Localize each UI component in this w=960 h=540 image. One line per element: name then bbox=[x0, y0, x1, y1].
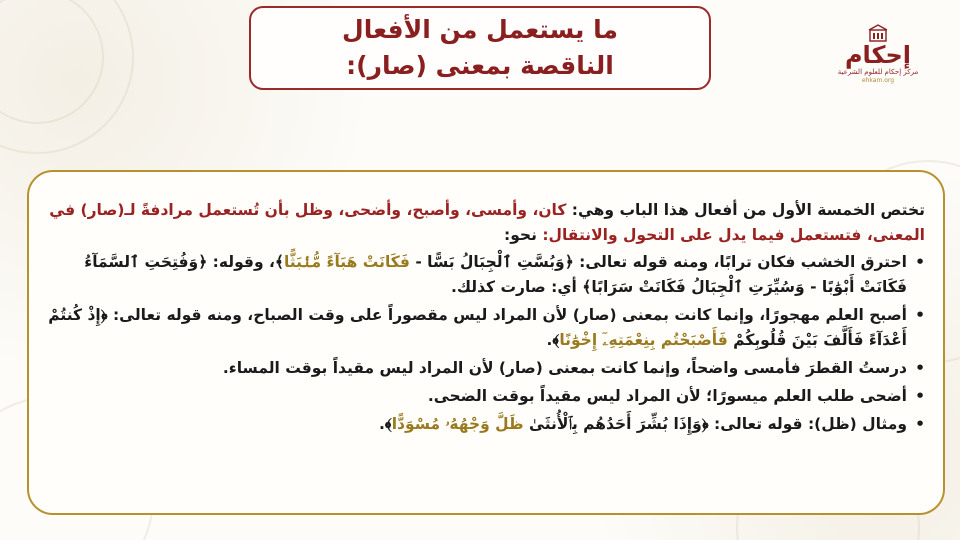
intro-end: نحو: bbox=[504, 226, 543, 244]
brand-logo bbox=[836, 24, 920, 94]
logo-subline: ehkam.org bbox=[861, 77, 895, 84]
examples-list bbox=[47, 250, 925, 437]
intro-text: تختص الخمسة الأول من أفعال هذا الباب وهي: bbox=[566, 201, 925, 219]
list-item bbox=[47, 356, 907, 381]
slide-title-line-2: الناقصة بمعنى (صار): bbox=[346, 51, 614, 80]
list-item bbox=[47, 303, 907, 353]
quran-highlight: فَأَصْبَحْتُم بِنِعْمَتِهِۦٓ إِخْوَٰنًا bbox=[559, 331, 728, 349]
intro-highlight: كان، وأمسى، وأصبح، وأضحى، وظل بأن تُستعمل مرادفةً لـ(صار) في المعنى، فتستعمل فيما يدل على التحول والانتقال: bbox=[49, 201, 925, 244]
list-item bbox=[47, 412, 907, 437]
slide-title-box bbox=[249, 6, 711, 90]
list-item-text: أضحى طلب العلم ميسورًا؛ لأن المراد ليس مقيداً بوقت الضحى. bbox=[427, 387, 907, 405]
intro-paragraph bbox=[47, 198, 925, 248]
building-icon bbox=[867, 24, 889, 42]
list-item-text: ﴾. bbox=[378, 415, 392, 433]
slide-title-line-1: ما يستعمل من الأفعال bbox=[342, 15, 618, 44]
list-item-text: احترق الخشب فكان ترابًا، ومنه قوله تعالى: ﴿وَبُسَّتِ ٱلْجِبَالُ بَسًّا - bbox=[409, 253, 907, 271]
list-item-text: ومثال (ظل): قوله تعالى: ﴿وَإِذَا بُشِّرَ أَحَدُهُم بِٱلْأُنثَىٰ bbox=[523, 415, 907, 433]
list-item-text: ﴾، وقوله: ﴿وَفُتِحَتِ ٱلسَّمَآءُ فَكَانَتْ أَبْوَٰبًا - وَسُيِّرَتِ ٱلْجِبَالُ فَكَانَتْ سَرَابًا﴾ أي: صارت كذلك. bbox=[84, 253, 907, 296]
list-item-text: درستُ القطرَ فأمسى واضحاً، وإنما كانت بمعنى (صار) لأن المراد ليس مقيداً بوقت المساء. bbox=[222, 359, 907, 377]
quran-highlight: ظَلَّ وَجْهُهُۥ مُسْوَدًّا bbox=[391, 415, 524, 433]
logo-name: إحكام bbox=[844, 41, 912, 69]
list-item bbox=[47, 384, 907, 409]
content-box bbox=[27, 170, 945, 515]
quran-highlight: فَكَانَتْ هَبَآءً مُّنۢبَثًّا bbox=[283, 253, 410, 271]
list-item bbox=[47, 250, 907, 300]
logo-tagline: مركز إحكام للعلوم الشرعية bbox=[837, 68, 919, 76]
list-item-text: أصبح العلم مهجورًا، وإنما كانت بمعنى (صار) لأن المراد ليس مقصوراً على وقت الصباح، ومنه قوله تعالى: ﴿إِذْ كُنتُمْ أَعْدَآءً فَأَلَّفَ بَيْنَ قُلُوبِكُمْ bbox=[48, 306, 907, 349]
list-item-text: ﴾. bbox=[546, 331, 560, 349]
